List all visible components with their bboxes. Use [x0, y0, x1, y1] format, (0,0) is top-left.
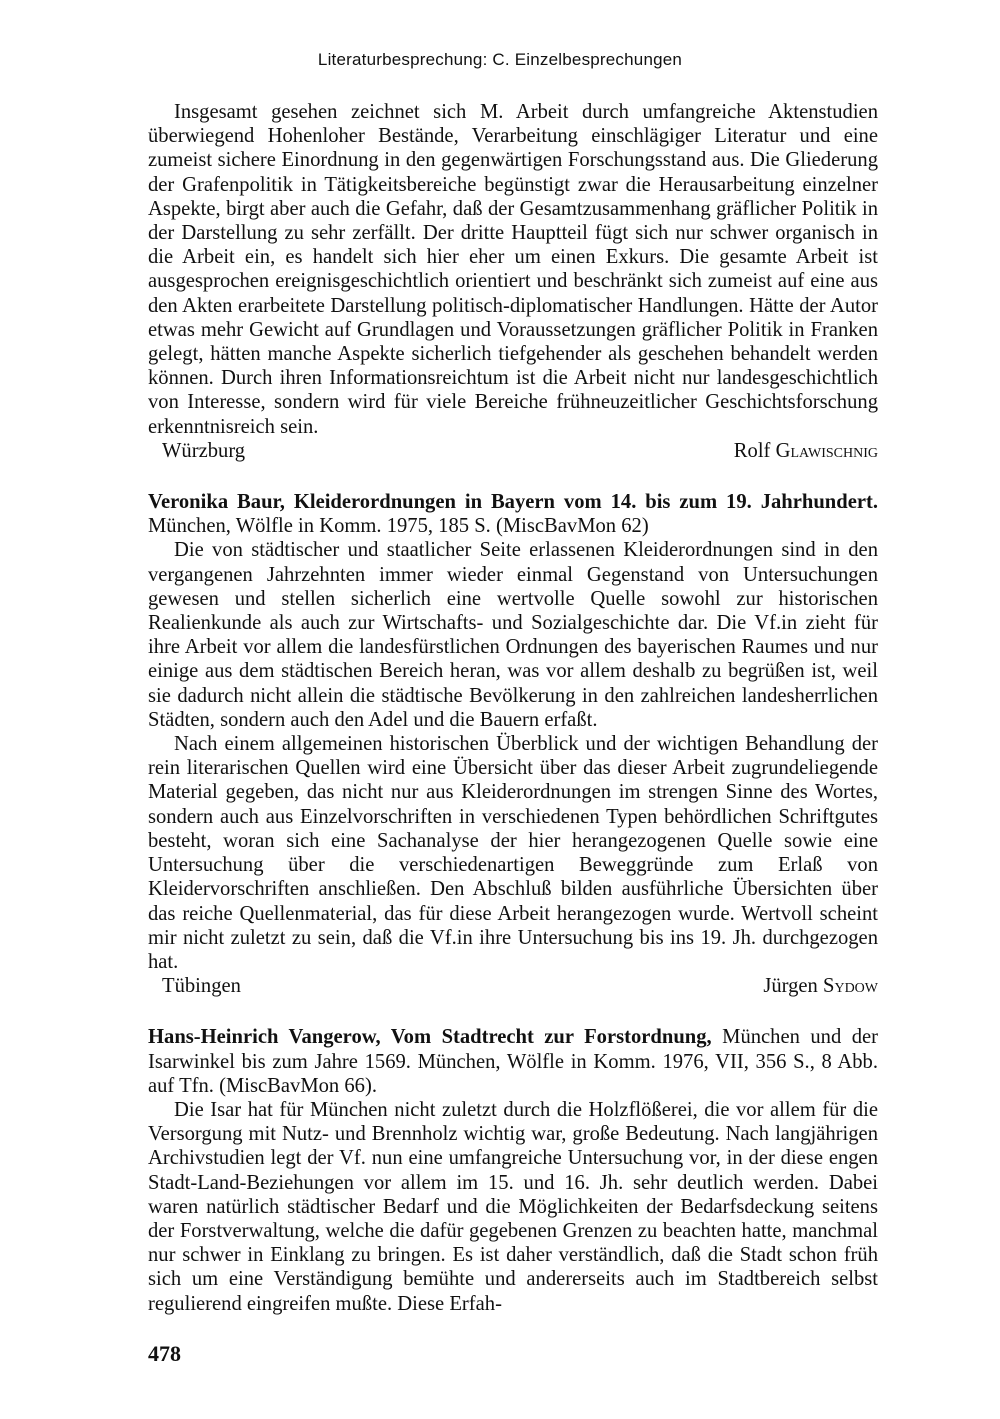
review-1-place: Würzburg	[162, 439, 246, 462]
review-2-bibliography: München, Wölfle in Komm. 1975, 185 S. (MiscBavMon 62)	[148, 515, 649, 538]
review-1-signature	[148, 439, 878, 463]
review-2	[148, 490, 878, 998]
review-2-reviewer-first: Jürgen	[763, 975, 818, 998]
review-2-heading	[148, 490, 878, 538]
review-3-bibliography: München und der Isarwinkel bis zum Jahre 1569. München, Wölfle in Komm. 1976, VII, 356 S., 8 Abb. auf Tfn. (MiscBavMon 66).	[148, 1026, 878, 1097]
running-header: Literaturbesprechung: C. Einzelbesprechungen	[317, 50, 683, 69]
review-3-paragraph-1: Die Isar hat für München nicht zuletzt durch die Holzflößerei, die vor allem für die Versorgung mit Nutz- und Brennholz wichtig war, große Bedeutung. Nach langjährigen Archivstudien legt der Vf. nun eine umfangreiche Untersuchung vor, in der diese engen Stadt-Land-Beziehungen vor allem im 15. und 16. Jh. sehr deutlich werden. Dabei waren natürlich städtischer Bedarf und die Möglichkeiten der Bedarfsdeckung seitens der Forstverwaltung, welche die dafür gegebenen Grenzen zu beachten hatte, manchmal nur schwer in Einklang zu bringen. Es ist daher verständlich, daß die Stadt schon früh sich um eine Verständigung bemühte und andererseits auch im Stadtbereich selbst regulierend eingreifen mußte. Diese Erfah-	[148, 1098, 878, 1315]
review-2-reviewer	[763, 974, 878, 998]
review-2-paragraph-1: Die von städtischer und staatlicher Seite erlassenen Kleiderordnungen sind in den vergangenen Jahrzehnten immer wieder einmal Gegenstand von Untersuchungen gewesen und stellen sicherlich eine wertvolle Quelle sowohl zur historischen Realienkunde als auch zur Wirtschafts- und Sozialgeschichte dar. Die Vf.in zieht für ihre Arbeit vor allem die landesfürstlichen Ordnungen des bayerischen Raumes und nur einige aus dem städtischen Bereich heran, was vor allem deshalb zu begrüßen ist, weil sie dadurch nicht allein die städtische Bevölkerung in den zahlreichen landesherrlichen Städten, sondern auch den Adel und die Bauern erfaßt.	[148, 539, 878, 731]
review-2-place: Tübingen	[162, 975, 241, 998]
page-body	[148, 100, 878, 1316]
review-3	[148, 1025, 878, 1315]
review-1-reviewer	[734, 439, 878, 463]
page-number: 478	[148, 1341, 181, 1366]
review-3-title: Hans-Heinrich Vangerow, Vom Stadtrecht zur Forstordnung,	[148, 1026, 712, 1049]
review-1-reviewer-first: Rolf	[733, 439, 771, 462]
review-1-reviewer-last: Glawischnig	[775, 439, 878, 462]
review-2-paragraph-2: Nach einem allgemeinen historischen Überblick und der wichtigen Behandlung der rein literarischen Quellen wird eine Übersicht über das dieser Arbeit zugrundeliegende Material gegeben, das nicht nur aus Kleiderordnungen im strengen Sinne des Wortes, sondern auch aus Einzelvorschriften in verschiedenen Typen behördlichen Schriftgutes besteht, woran sich eine Sachanalyse der hier herangezogenen Quelle sowie eine Untersuchung über die verschiedenartigen Beweggründe zum Erlaß von Kleidervorschriften anschließen. Den Abschluß bilden ausführliche Übersichten über das reiche Quellenmaterial, das für diese Arbeit herangezogen wurde. Wertvoll scheint mir nicht zuletzt zu sein, daß die Vf.in ihre Untersuchung bis ins 19. Jh. durchgezogen hat.	[148, 733, 878, 973]
review-1	[148, 100, 878, 463]
review-3-heading	[148, 1025, 878, 1098]
review-2-signature	[148, 974, 878, 998]
review-1-paragraph: Insgesamt gesehen zeichnet sich M. Arbeit durch umfangreiche Aktenstudien überwiegend Hohenloher Bestände, Verarbeitung einschlägiger Literatur und eine zumeist sichere Einordnung in den gegenwärtigen Forschungsstand aus. Die Gliederung der Grafenpolitik in Tätigkeitsbereiche begünstigt zwar die Herausarbeitung einzelner Aspekte, birgt aber auch die Gefahr, daß der Gesamtzusammenhang gräflicher Politik in der Darstellung zu sehr zerfällt. Der dritte Hauptteil fügt sich nur schwer organisch in die Arbeit ein, es handelt sich hier eher um einen Exkurs. Die gesamte Arbeit ist ausgesprochen ereignisgeschichtlich orientiert und beschränkt sich zumeist auf eine aus den Akten erarbeitete Darstellung politisch-diplomatischer Handlungen. Hätte der Autor etwas mehr Gewicht auf Grundlagen und Voraussetzungen gräflicher Politik in Franken gelegt, hätten manche Aspekte sicherlich tiefgehender als geschehen behandelt werden können. Durch ihren Informationsreichtum ist die Arbeit nicht nur landesgeschichtlich von Interesse, sondern wird für viele Bereiche frühneuzeitlicher Geschichtsforschung erkenntnisreich sein.	[148, 101, 878, 438]
review-2-reviewer-last: Sydow	[823, 975, 878, 998]
review-2-title: Veronika Baur, Kleiderordnungen in Bayern vom 14. bis zum 19. Jahrhundert.	[148, 491, 878, 514]
